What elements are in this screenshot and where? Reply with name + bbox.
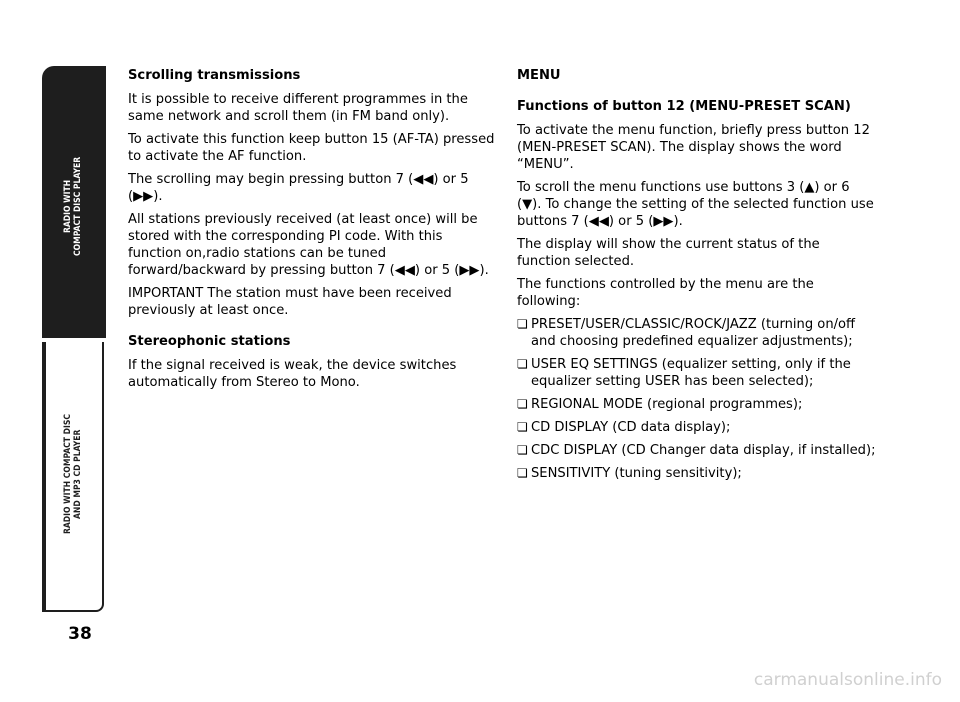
list-item: ❏ REGIONAL MODE (regional programmes); <box>517 396 877 413</box>
paragraph: The scrolling may begin pressing button 7 (◀◀) or 5 (▶▶). <box>128 172 469 204</box>
watermark: carmanualsonline.info <box>753 670 942 690</box>
menu-functions-list <box>517 316 877 482</box>
list-item: ❏ PRESET/USER/CLASSIC/ROCK/JAZZ (turning on/off and choosing predefined equalizer adjustments); <box>517 316 877 350</box>
paragraph: To scroll the menu functions use buttons 3 (▲) or 6 (▼). To change the setting of the selected function use buttons 7 (◀◀) or 5 (▶▶). <box>517 180 874 229</box>
list-item: ❏ CD DISPLAY (CD data display); <box>517 419 877 436</box>
side-tab-label-radio-mp3: RADIO WITH COMPACT DISC AND MP3 CD PLAYER <box>63 414 83 534</box>
left-column <box>128 67 498 397</box>
heading-menu: MENU <box>517 68 561 83</box>
heading-button-12-functions: Functions of button 12 (MENU-PRESET SCAN) <box>517 99 851 114</box>
paragraph: All stations previously received (at least once) will be stored with the corresponding PI code. With this function on,radio stations can be tuned forward/backward by pressing button 7 (◀◀) or 5 (▶▶). <box>128 212 489 278</box>
list-item: ❏ USER EQ SETTINGS (equalizer setting, only if the equalizer setting USER has been selected); <box>517 356 877 390</box>
paragraph: To activate this function keep button 15 (AF-TA) pressed to activate the AF function. <box>128 132 495 164</box>
heading-stereophonic-stations: Stereophonic stations <box>128 334 291 349</box>
list-item: ❏ CDC DISPLAY (CD Changer data display, if installed); <box>517 442 877 459</box>
paragraph: To activate the menu function, briefly press button 12 (MEN-PRESET SCAN). The display shows the word “MENU”. <box>517 123 870 172</box>
paragraph-important: IMPORTANT The station must have been received previously at least once. <box>128 286 452 318</box>
page-number: 38 <box>68 624 92 644</box>
paragraph: The functions controlled by the menu are the following: <box>517 277 814 309</box>
right-column <box>517 67 877 488</box>
paragraph: If the signal received is weak, the device switches automatically from Stereo to Mono. <box>128 358 457 390</box>
list-item: ❏ SENSITIVITY (tuning sensitivity); <box>517 465 877 482</box>
heading-scrolling-transmissions: Scrolling transmissions <box>128 68 301 83</box>
paragraph: It is possible to receive different programmes in the same network and scroll them (in FM band only). <box>128 92 468 124</box>
paragraph: The display will show the current status of the function selected. <box>517 237 820 269</box>
side-tab-label-radio-cd: RADIO WITH COMPACT DISC PLAYER <box>63 156 83 256</box>
